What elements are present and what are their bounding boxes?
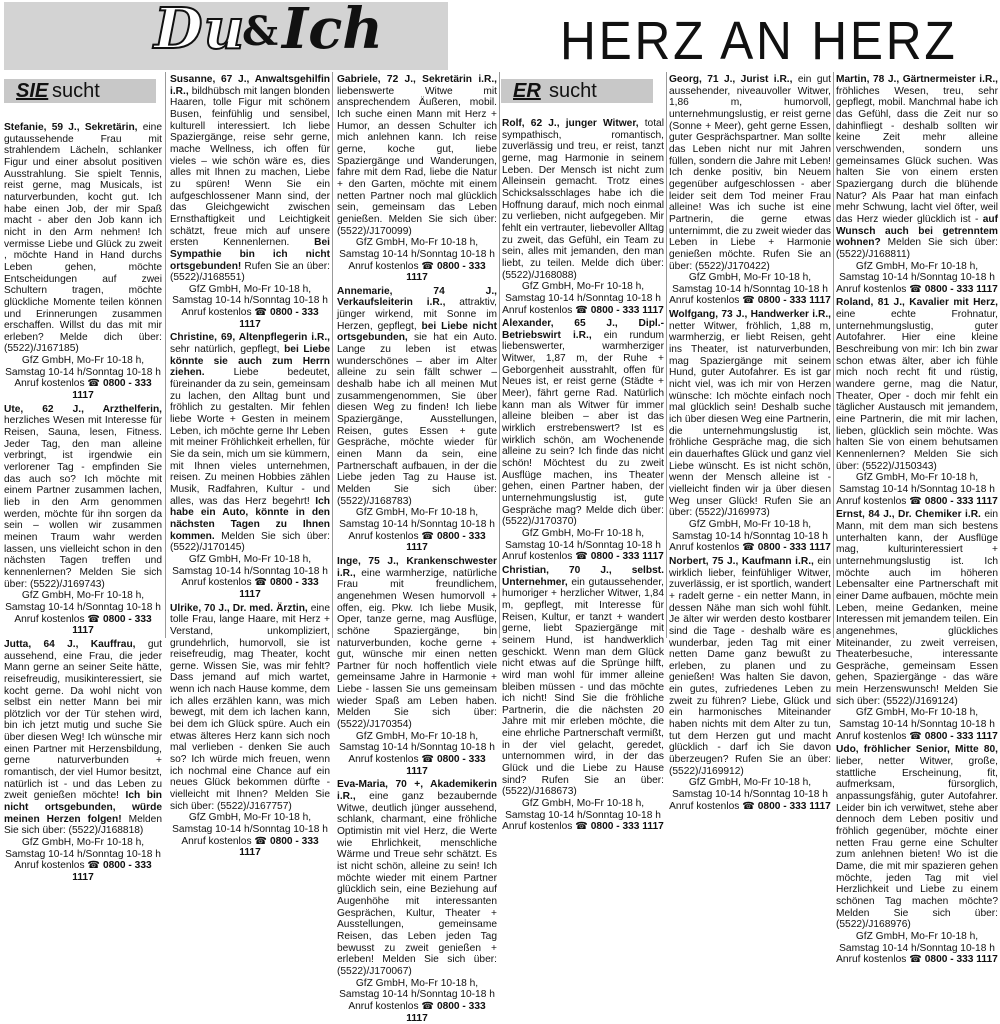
contact-company: GfZ GmbH, Mo-Fr 10-18 h,: [188, 283, 312, 295]
contact-phone[interactable]: 0800 - 333 1117: [239, 577, 319, 600]
sie-label: SIE: [16, 80, 49, 102]
contact-phone-line: [836, 284, 998, 296]
ad-headline: Georg, 71 J., Jurist i.R.,: [669, 74, 793, 85]
contact-company: GfZ GmbH, Mo-Fr 10-18 h,: [355, 507, 479, 519]
phone-icon: ☎: [575, 304, 588, 316]
contact-hours: Samstag 10-14 h/Sonntag 10-18 h: [505, 292, 661, 304]
phone-icon: ☎: [909, 954, 922, 966]
ad-headline: Norbert, 75 J., Kaufmann i.R.,: [669, 555, 814, 567]
contact-phone-line: [170, 307, 330, 330]
contact-hours: Samstag 10-14 h/Sonntag 10-18 h: [839, 483, 995, 495]
ad-highlight: Ich bin nicht ortsgebunden, würde meinen Herzen folgen!: [4, 790, 162, 825]
contact-company: GfZ GmbH, Mo-Fr 10-18 h,: [688, 777, 812, 789]
personal-ad: [4, 404, 162, 637]
contact-phone[interactable]: 0800 - 333 1117: [239, 307, 319, 330]
contact-phone-line: [502, 305, 664, 317]
column-divider: [332, 72, 333, 638]
ad-text: ein gut aussehender, niveauvoller Witwer, 1,86 m, humorvoll, unternehmungslustig, er reist gerne (Sonne + Meer), geht gerne Essen, guter Gesprächspartner. Man sollte das Leben nicht nur mit Jahren füllen, sondern die Jahre mit Leben! Ich denke positiv, bin Neuem gegenüber aufgeschlossen - aber leider seit dem Tod meiner Frau alleine! Was ich suche ist eine Partnerin, die gerne etwas unternimmt, die zu zweit wieder das Leben in Liebe + Harmonie genießen möchte. Rufen Sie an über: (5522)/J170422): [669, 74, 832, 272]
sie-sucht-banner: [4, 79, 156, 103]
contact-phone[interactable]: 0800 - 333 1117: [590, 821, 664, 833]
phone-icon: ☎: [421, 260, 435, 272]
contact-block: [4, 837, 162, 884]
page-title: HERZ AN HERZ: [560, 11, 958, 71]
ad-headline: Udo, fröhlicher Senior, Mitte 80,: [836, 744, 998, 756]
personal-ad: [337, 74, 497, 284]
sucht-label: sucht: [52, 80, 100, 102]
logo-du: Du: [154, 0, 246, 62]
contact-call-label: Anruf kostenlos: [181, 577, 252, 589]
contact-company: GfZ GmbH, Mo-Fr 10-18 h,: [355, 237, 479, 249]
contact-phone-line: [836, 731, 998, 743]
ad-headline: Jutta, 64 J., Kauffrau,: [4, 638, 136, 650]
contact-company: GfZ GmbH, Mo-Fr 10-18 h,: [688, 518, 812, 530]
ad-headline: Christine, 69, Altenpflegerin i.R.,: [170, 332, 330, 344]
contact-phone[interactable]: 0800 - 333 1117: [924, 495, 998, 507]
contact-block: [502, 528, 664, 563]
contact-hours: Samstag 10-14 h/Sonntag 10-18 h: [672, 530, 828, 542]
logo-ampersand: &: [242, 8, 279, 55]
contact-company: GfZ GmbH, Mo-Fr 10-18 h,: [855, 260, 979, 272]
ad-text: bildhübsch mit langen blonden Haaren, tolle Figur mit schönem Busen, feinfühlig und sensibel, kulturell interessiert. Ich liebe Spaziergänge, reise sehr gerne, mache Wellness, ich offen für vieles – wie schön wäre es, dies alles mit Ihnen zu machen, Liebe zu spüren! Wenn Sie ein aufgeschlossener Mann sind, der das Gleichgewicht zwischen Ernsthaftigkeit und Leichtigkeit schätzt, freue mich auf unsere ersten Kennenlernen.: [170, 85, 330, 249]
ad-text-tail: Rufen Sie an über: (5522)/J168551): [170, 260, 330, 284]
phone-icon: ☎: [87, 860, 101, 872]
contact-phone-line: [4, 614, 162, 637]
ad-text: eine gutaussehende Frau mit strahlendem Lächeln, schlanker Figur und einer absolut positiven Ausstrahlung. Sie spielt Tennis, reist gerne, mag Musicals, ist naturverbunden, kocht gut. Ich habe einen Job, der mir Spaß macht - aber den Job kann ich nicht in den Arm nehmen! Ich vermisse Liebe und Glück zu zweit , möchte Hand in Hand durchs Leben gehen, möchte Entscheidungen auf zwei Schultern tragen, möchte glückliche Momente teilen können und Erinnerungen zusammen erschaffen. Willst du das mit mir erleben? Melde dich über: (5522)/J167185): [4, 122, 162, 355]
contact-block: [337, 978, 497, 1024]
column-divider: [666, 72, 667, 638]
ad-headline: Roland, 81 J., Kavalier mit Herz,: [836, 297, 998, 309]
personal-ad: [337, 286, 497, 554]
phone-icon: ☎: [909, 495, 922, 507]
contact-block: [4, 355, 162, 402]
personal-ad: [4, 639, 162, 884]
contact-company: GfZ GmbH, Mo-Fr 10-18 h,: [355, 730, 479, 742]
personal-ad: [170, 332, 330, 600]
ad-column-5: [669, 74, 832, 812]
contact-phone-line: [170, 836, 330, 859]
contact-phone[interactable]: 0800 - 333 1117: [72, 613, 152, 637]
contact-hours: Samstag 10-14 h/Sonntag 10-18 h: [5, 366, 161, 378]
ad-column-6: [836, 74, 998, 966]
contact-phone-line: [337, 531, 497, 554]
personal-ad: [836, 509, 998, 742]
ad-headline: Susanne, 67 J., Anwaltsgehilfin i.R.,: [170, 74, 330, 97]
contact-call-label: Anruf kostenlos: [348, 1000, 419, 1012]
contact-block: [170, 284, 330, 331]
contact-company: GfZ GmbH, Mo-Fr 10-18 h,: [188, 553, 312, 565]
er-sucht-banner: [501, 79, 653, 103]
ad-text: total sympathisch, romantisch, zuverlässig und treu, er reist, tanzt gerne, mag Harmonie in seinem Leben. Der Mensch ist nicht zum Alleinsein gemacht. Trotz eines Schicksalsschlages habe ich die Hoffnung darauf, mich noch einmal zu verlieben, nicht aufgegeben. Mir fehlt ein vertrauter, liebevoller Alltag zu zweit, das Gefühl, ein Team zu sein, alles mit jemanden, den man liebt, zu teilen. Melde dich über: (5522)/J168088): [502, 118, 664, 281]
contact-phone-line: [337, 261, 497, 284]
contact-phone[interactable]: 0800 - 333 1117: [72, 860, 152, 883]
ad-text: eine ganz bezaubernde Witwe, deutlich jünger aussehend, schlank, charmant, eine fröhliche Optimistin mit viel Herz, die Werte wie Ehrlichkeit, menschliche Wärme und Treue sehr schätzt. Es ist nicht schön, alleine zu sein! Ich möchte wieder mit einem Partner glücklich sein, eine Beziehung auf Augenhöhe mit interessanten Gesprächen, Kultur, Theater + Ausstellungen, gemeinsame Reisen, das Leben jeden Tag bewusst zu zweit genießen + erleben! Melden Sie sich über: (5522)/J170067): [337, 791, 497, 977]
contact-call-label: Anruf kostenlos: [348, 260, 419, 272]
contact-phone[interactable]: 0800 - 333 1117: [757, 800, 831, 812]
contact-phone-line: [836, 496, 998, 508]
contact-hours: Samstag 10-14 h/Sonntag 10-18 h: [172, 295, 328, 307]
contact-phone[interactable]: 0800 - 333 1117: [239, 835, 319, 859]
phone-icon: ☎: [254, 835, 268, 847]
contact-phone-line: [4, 860, 162, 883]
phone-icon: ☎: [87, 378, 101, 390]
ad-headline: Ernst, 84 J., Dr. Chemiker i.R.: [836, 509, 981, 521]
contact-company: GfZ GmbH, Mo-Fr 10-18 h,: [188, 812, 312, 824]
contact-hours: Samstag 10-14 h/Sonntag 10-18 h: [839, 719, 995, 731]
er-label: ER: [513, 80, 541, 102]
ad-text: attraktiv, jünger wirkend, mit Sonne im Herzen, gepflegt,: [337, 297, 497, 332]
contact-phone[interactable]: 0800 - 333 1117: [924, 283, 998, 295]
contact-phone[interactable]: 0800 - 333 1117: [590, 551, 664, 563]
personal-ad: [836, 74, 998, 295]
ad-text: eine echte Frohnatur, unternehmungslustig, guter Autofahrer. Hier eine kleine Beschreibung von mir: Ich bin zwar schon etwas älter, aber ich fühle mich noch recht fit und rüstig, wandere gerne, mag die Natur, Theater, Oper - doch mir fehlt ein täglicher Austausch mit jemandem, eine Partnerin, die mit mir lachen, lieben, glücklich sein möchte. Was halten Sie von einem behutsamen Kennenlernen? Melden Sie sich über: (5522)/J150343): [836, 309, 998, 472]
contact-block: [4, 590, 162, 637]
personal-ad: [170, 603, 330, 859]
contact-company: GfZ GmbH, Mo-Fr 10-18 h,: [21, 590, 145, 602]
contact-phone-line: [170, 577, 330, 600]
contact-hours: Samstag 10-14 h/Sonntag 10-18 h: [339, 742, 495, 754]
phone-icon: ☎: [742, 800, 755, 812]
personal-ad: [836, 744, 998, 965]
contact-phone[interactable]: 0800 - 333 1117: [924, 730, 998, 742]
ad-highlight: bei Liebe nicht ortsgebunden,: [337, 320, 497, 344]
personal-ad: [669, 556, 831, 812]
contact-hours: Samstag 10-14 h/Sonntag 10-18 h: [839, 272, 995, 284]
contact-phone[interactable]: 0800 - 333 1117: [406, 754, 486, 777]
contact-hours: Samstag 10-14 h/Sonntag 10-18 h: [339, 989, 495, 1001]
contact-block: [836, 472, 998, 507]
ad-text: ein rundum liebenswerter, warmherziger Witwer, 1,87 m, der Ruhe + Geborgenheit ausstrahlt, offen für Neues ist, er reist gerne (Städte + Meer), fährt gerne Rad. Natürlich kann man als Witwer für immer alleine bleiben – aber ist das wirklich erstrebenswert? Ist es wirklich schön, am Wochenende alleine zu sein? Ich finde das nicht schön! Möchtest du zu zweit Ausflüge machen, ins Theater gehen, einen Partner haben, der unternehmungslustig ist, gute Gespräche mag? Melde dich über: (5522)/J170370): [502, 329, 664, 528]
contact-company: GfZ GmbH, Mo-Fr 10-18 h,: [855, 930, 979, 942]
contact-phone-line: [337, 754, 497, 777]
ad-text: herzliches Wesen mit Interesse für Reisen, Sauna, lesen, Fitness. Jeder Tag, den man alleine verbringt, ist irgendwie ein verlorener Tag - empfinden Sie das auch so? Ich möchte mit einem Partner zusammen lachen, lieb in den Arm genommen werden, möchte für ihn sorgen da sein – wollen wir zusammen meinen Traum wahr werden lassen, uns vielleicht schon in den nächsten Tagen treffen und kennenlernen? Melden Sie sich über: (5522)/J169743): [4, 415, 162, 590]
contact-hours: Samstag 10-14 h/Sonntag 10-18 h: [672, 789, 828, 801]
contact-call-label: Anruf kostenlos: [836, 283, 907, 295]
contact-phone-line: [502, 551, 664, 563]
contact-block: [170, 812, 330, 859]
ad-column-3: [337, 74, 497, 1024]
contact-phone[interactable]: 0800 - 333 1117: [757, 542, 831, 554]
ad-headline: Annemarie, 74 J., Verkaufsleiterin i.R.,: [337, 285, 497, 309]
contact-phone[interactable]: 0800 - 333 1117: [590, 304, 664, 316]
ad-text: liebenswerte Witwe mit ansprechendem Äußeren, mobil. Ich suche einen Mann mit Herz + Humor, an dessen Schulter ich mich anlehnen kann. Ich reise gerne, koche gut, liebe Spaziergänge und Wanderungen, fahre mit dem Rad, liebe die Natur + den Garten, möchte mit einem netten Partner noch mal glücklich sein, gemeinsam das Leben genießen. Melden Sie sich über: (5522)/J170099): [337, 85, 497, 237]
ad-headline: Wolfgang, 73 J., Handwerker i.R.,: [669, 309, 831, 321]
contact-call-label: Anruf kostenlos: [502, 821, 573, 833]
personal-ad: [502, 565, 664, 833]
contact-call-label: Anruf kostenlos: [14, 613, 85, 625]
phone-icon: ☎: [421, 754, 435, 766]
contact-phone-line: [836, 954, 998, 966]
column-divider: [499, 72, 500, 638]
contact-block: [337, 237, 497, 284]
sucht-label: sucht: [549, 80, 597, 102]
contact-company: GfZ GmbH, Mo-Fr 10-18 h,: [855, 472, 979, 484]
contact-phone[interactable]: 0800 - 333 1117: [72, 378, 152, 402]
contact-phone[interactable]: 0800 - 333 1117: [406, 1000, 486, 1024]
column-divider: [833, 72, 834, 638]
ad-headline: Ute, 62 J., Arzthelferin,: [4, 403, 162, 415]
phone-icon: ☎: [421, 1000, 435, 1012]
contact-call-label: Anruf kostenlos: [14, 378, 85, 390]
ad-text: lieber, netter Witwer, große, stattliche Erscheinung, fit, aufmerksam, fürsorglich, anpassungsfähig, guter Autofahrer. Leider bin ich verwitwet, stehe aber dennoch dem Leben positiv und fröhlich gegenüber, möchte einer netten Frau gerne eine Schulter zum anlehnen bieten! Wo ist die Dame, die mit mir spazieren gehen möchte, jeden Tag mit viel Herzlichkeit und Liebe zu einem schönen Tag machen möchte? Melden Sie sich über: (5522)/J168976): [836, 756, 998, 931]
contact-call-label: Anruf kostenlos: [181, 307, 252, 319]
ad-text-tail: sie hat ein Auto. Lange zu leben ist etwas wunderschönes – aber im Alter alleine zu sein fällt schwer – deshalb habe ich all meinen Mut zusammengenommen, Sie über diesen Weg zu finden! Ich liebe Spaziergänge, Ausstellungen, Reisen, gutes Essen + gute Gespräche, möchte wieder für einen Mann da sein, eine Partnerschaft aufbauen, in der die Liebe jeden Tag zu Hause ist. Melden Sie sich über: (5522)/J168783): [337, 332, 497, 507]
ad-headline: Rolf, 62 J., junger Witwer,: [502, 118, 639, 129]
contact-block: [836, 261, 998, 296]
contact-phone-line: [502, 821, 664, 833]
phone-icon: ☎: [254, 577, 268, 589]
contact-hours: Samstag 10-14 h/Sonntag 10-18 h: [5, 848, 161, 860]
contact-hours: Samstag 10-14 h/Sonntag 10-18 h: [339, 248, 495, 260]
contact-block: [337, 507, 497, 554]
personal-ad: [337, 779, 497, 1024]
contact-company: GfZ GmbH, Mo-Fr 10-18 h,: [521, 527, 645, 539]
contact-phone-line: [337, 1001, 497, 1024]
contact-call-label: Anruf kostenlos: [669, 800, 740, 812]
contact-block: [669, 777, 831, 812]
contact-hours: Samstag 10-14 h/Sonntag 10-18 h: [172, 824, 328, 835]
contact-call-label: Anruf kostenlos: [502, 551, 573, 563]
contact-phone-line: [669, 542, 831, 554]
contact-call-label: Anruf kostenlos: [836, 495, 907, 507]
contact-hours: Samstag 10-14 h/Sonntag 10-18 h: [505, 809, 661, 821]
ad-headline: Gabriele, 72 J., Sekretärin i.R.,: [337, 74, 497, 85]
ad-text: gut aussehend, eine Frau, die jeder Mann gerne an seiner Seite hätte, reisefreudig, musikinteressiert, sie kocht gerne. Da wohl nicht von selbst ein netter Mann bei mir plötzlich vor der Tür stehen wird, bin ich jetzt mutig und suche Sie über diesen Weg! Ich wünsche mir einen Partner mit Herzensbildung, gerne naturverbunden + romantisch, der viel Humor besitzt, natürlich ist - und das Leben zu zweit genießen möchte!: [4, 638, 162, 802]
contact-hours: Samstag 10-14 h/Sonntag 10-18 h: [5, 601, 161, 613]
contact-block: [836, 707, 998, 742]
contact-company: GfZ GmbH, Mo-Fr 10-18 h,: [21, 355, 145, 367]
ad-headline: Inge, 75 J., Krankenschwester i.R.,: [337, 555, 497, 579]
contact-block: [337, 731, 497, 778]
ad-column-4: [502, 118, 664, 833]
phone-icon: ☎: [254, 307, 268, 319]
ad-highlight: auf Wunsch auch bei getrenntem wohnen?: [836, 213, 998, 249]
ad-headline: Martin, 78 J., Gärtnermeister i.R.,: [836, 74, 998, 85]
contact-phone-line: [4, 378, 162, 401]
contact-call-label: Anruf kostenlos: [836, 954, 907, 966]
contact-phone[interactable]: 0800 - 333 1117: [406, 260, 486, 284]
personal-ad: [836, 297, 998, 507]
personal-ad: [669, 309, 831, 554]
phone-icon: ☎: [575, 551, 588, 563]
contact-call-label: Anruf kostenlos: [502, 304, 573, 316]
ad-text-tail: Melden Sie sich über: (5522)/J168811): [836, 237, 998, 260]
ad-text: eine tolle Frau, lange Haare, mit Herz + Verstand, unkompliziert, grundehrlich, humorvoll, sie ist reisefreudig, mag Theater, kocht gerne. Wissen Sie, was mir fehlt? Dass jemand auf mich wartet, wenn ich nach Hause komme, dem ich alles erzählen kann, was mich bewegt, mit dem ich lachen kann, bei dem ich Glück spüre. Auch ein etwas älteres Herz kann sich noch mal verlieben - denken Sie auch so? Ich würde mich freuen, wenn ich nochmal eine Chance auf ein neues Glück bekommen dürfte - vielleicht mit Ihnen? Melden Sie sich über: (5522)/J167757): [170, 602, 331, 812]
ad-text-tail: Melden Sie sich über: (5522)/J170145): [170, 530, 330, 554]
contact-company: GfZ GmbH, Mo-Fr 10-18 h,: [855, 707, 979, 719]
contact-call-label: Anruf kostenlos: [181, 835, 252, 847]
ad-headline: Stefanie, 59 J., Sekretärin,: [4, 122, 138, 133]
contact-company: GfZ GmbH, Mo-Fr 10-18 h,: [521, 281, 645, 293]
ad-column-2: [170, 74, 331, 859]
contact-company: GfZ GmbH, Mo-Fr 10-18 h,: [21, 837, 145, 849]
ad-headline: Eva-Maria, 70 +, Akademikerin i.R.,: [337, 779, 497, 803]
ad-column-1: [4, 122, 163, 883]
ad-text: ein wirklich lieber, feinfühliger Witwer, zuverlässig, er ist sportlich, wandert + radelt gerne - ein netter Mann, in dessen Nähe man sich wohl fühlt. Je älter wir werden desto kostbarer sind die Tage - deshalb wäre es wunderbar, jeden Tag mit einer netten Dame ganz bewußt zu erleben, zu planen und zu genießen! Was halten Sie davon, ein gutes, zufriedenes Leben zu zweit zu führen? Liebe, Glück und ein harmonisches Miteinander haben nichts mit dem Alter zu tun, tut dem Herzen gut und macht glücklich - darf ich Sie davon überzeugen? Rufen Sie an über: (5522)/J169912): [669, 555, 831, 777]
contact-phone[interactable]: 0800 - 333 1117: [757, 295, 831, 307]
contact-call-label: Anruf kostenlos: [348, 754, 419, 766]
ad-highlight: Bei Sympathie bin ich nicht ortsgebunden!: [170, 237, 330, 272]
contact-company: GfZ GmbH, Mo-Fr 10-18 h,: [355, 977, 479, 989]
personal-ad: [502, 318, 664, 563]
column-divider: [165, 72, 166, 638]
contact-phone[interactable]: 0800 - 333 1117: [406, 530, 486, 554]
contact-company: GfZ GmbH, Mo-Fr 10-18 h,: [688, 272, 812, 284]
contact-hours: Samstag 10-14 h/Sonntag 10-18 h: [505, 539, 661, 551]
personal-ad: [669, 74, 831, 307]
contact-block: [669, 519, 831, 554]
contact-phone[interactable]: 0800 - 333 1117: [924, 954, 998, 966]
contact-call-label: Anruf kostenlos: [669, 295, 740, 307]
ad-highlight: Ich habe ein Auto, könnte in den nächsten Tagen zu Ihnen kommen.: [170, 495, 330, 542]
ad-headline: Ulrike, 70 J., Dr. med. Ärztin,: [170, 602, 308, 614]
ad-headline: Christian, 70 J., selbst. Unternehmer,: [502, 564, 664, 588]
logo-ich: Ich: [282, 0, 384, 62]
page-header: [0, 0, 1000, 72]
contact-block: [502, 798, 664, 833]
contact-block: [836, 931, 998, 966]
personal-ad: [170, 74, 330, 330]
personal-ad: [4, 122, 162, 402]
contact-block: [669, 272, 831, 307]
contact-hours: Samstag 10-14 h/Sonntag 10-18 h: [839, 942, 995, 954]
ad-text: eine warmherzige, natürliche Frau mit freundlichem, angenehmen Wesen humorvoll + offen, eig. Pkw. Ich liebe Musik, Oper, tanze gerne, mag Ausflüge, schöne Spaziergänge, bin naturverbunden, koche gerne + gut, wünsche mir einen netten Partner für noch hoffentlich viele gemeinsame Jahre in Harmonie + Liebe - lassen Sie uns gemeinsam wieder Spaß am Leben haben. Melden Sie sich über: (5522)/J170354): [337, 567, 497, 731]
contact-hours: Samstag 10-14 h/Sonntag 10-18 h: [339, 518, 495, 530]
ad-text-tail: Melden Sie sich über: (5522)/J168818): [4, 813, 163, 837]
personal-ad: [502, 118, 664, 316]
phone-icon: ☎: [575, 821, 588, 833]
phone-icon: ☎: [909, 283, 922, 295]
phone-icon: ☎: [421, 530, 435, 542]
contact-block: [170, 554, 330, 601]
phone-icon: ☎: [87, 613, 101, 625]
ad-text: ein gutaussehender, humoriger + herzlicher Witwer, 1,84 m, gepflegt, mit Interesse für Reisen, Kultur, er tanzt + wandert gerne, liebt Spaziergänge mit seinem Hund, ist handwerklich geschickt. Wenn man dem Glück nicht etwas auf die Sprünge hilft, wird man wohl für immer alleine bleiben müssen - und das möchte ich nicht! Sind Sie die fröhliche Partnerin, die die nächsten 20 Jahre mit mir erleben möchte, die eine ehrliche Partnerschaft vermißt, in der viel gelacht, geredet, unternommen wird, in der das Glück und die Liebe zu Hause sind? Rufen Sie an über: (5522)/J168673): [502, 576, 664, 798]
phone-icon: ☎: [742, 295, 755, 307]
ad-text-tail: Liebe bedeutet, füreinander da zu sein, gemeinsam zu lachen, den Alltag bunt und fröhlich zu gestalten. Mir fehlen liebe Worte + Gesten in meinem Leben, ich möchte gerne Ihr Leben mit meiner Fröhlichkeit erhellen, für Sie da sein, mich um sie kümmern, mit Ihnen vieles unternehmen, reisen. Zu meinen Hobbies zählen Musik, Radfahren, Kultur - und alles, was das Herz begehrt!: [170, 367, 330, 507]
phone-icon: ☎: [909, 730, 922, 742]
phone-icon: ☎: [742, 542, 755, 554]
contact-call-label: Anruf kostenlos: [836, 730, 907, 742]
ad-text: netter Witwer, fröhlich, 1,88 m, warmherzig, er liebt Reisen, geht ins Theater, ist naturverbunden, mag Spaziergänge mit seinem Hund, guter Autofahrer. Es ist gar nicht viel, was ich mir von Herzen wünsche: Ich möchte einfach noch mal glücklich sein! Deshalb suche ich über diesen Weg eine Partnerin, die unternehmungslustig ist, fröhliche Gespräche mag, die sich ein dauerhaftes Glück und ganz viel Liebe wünscht. Es ist nicht schön, wenn der Mensch alleine ist - vielleicht finden wir ja über diesen Weg unser Glück! Rufen Sie an über: (5522)/J169973): [669, 320, 831, 519]
contact-hours: Samstag 10-14 h/Sonntag 10-18 h: [672, 283, 828, 295]
ad-text: ein Mann, mit dem man sich bestens unterhalten kann, der Ausflüge mag, kulturinteressiert + unternehmungslustig ist. Ich möchte auch im höheren Lebensalter eine Partnerschaft mit einer Dame aufbauen, möchte mein Leben, meine Gedanken, meine Interessen mit jemandem teilen. Ein angenehmes, glückliches Miteinander, zu zweit verreisen, Theaterbesuche, interessante Gespräche, gemeinsam Essen gehen, Spaziergänge - das wäre mein Herzenswunsch! Melden Sie sich über: (5522)/J169124): [836, 509, 998, 707]
contact-phone-line: [669, 295, 831, 307]
logo: [4, 2, 448, 70]
contact-call-label: Anruf kostenlos: [669, 542, 740, 554]
contact-block: [502, 281, 664, 316]
ad-highlight: bei Liebe könnte sie auch zum Herrn ziehen.: [170, 344, 330, 379]
ad-text: sehr natürlich, gepflegt,: [170, 344, 285, 356]
contact-call-label: Anruf kostenlos: [348, 530, 419, 542]
personal-ad: [337, 556, 497, 777]
contact-hours: Samstag 10-14 h/Sonntag 10-18 h: [172, 565, 328, 577]
contact-company: GfZ GmbH, Mo-Fr 10-18 h,: [521, 798, 645, 810]
ad-text: fröhliches Wesen, treu, sehr gepflegt, mobil. Manchmal habe ich das Gefühl, dass die Zeit nur so dahinfliegt - deshalb sollten wir keine Zeit mehr alleine verschwenden, sondern uns gemeinsames Glück suchen. Was halten Sie von einem ersten Spaziergang durch die blühende Natur? Als Paar hat man einfach mehr Schwung, lacht viel öfter, weil das Herz wieder glücklich ist -: [836, 85, 998, 225]
contact-phone-line: [669, 801, 831, 813]
contact-call-label: Anruf kostenlos: [14, 860, 85, 872]
ad-headline: Alexander, 65 J., Dipl.-Betriebswirt i.R.,: [502, 318, 664, 341]
